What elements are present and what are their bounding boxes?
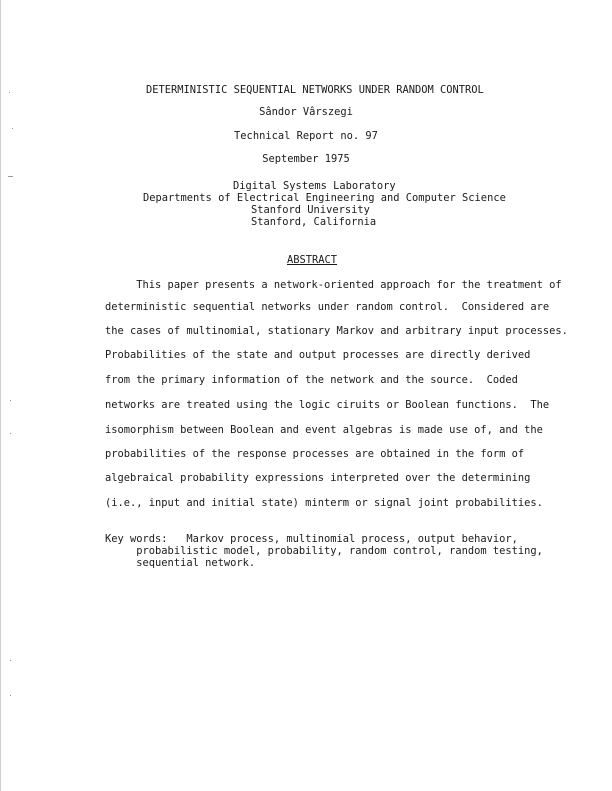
- report-number: Technical Report no. 97: [234, 130, 378, 142]
- departments: Departments of Electrical Engineering and Computer Science: [143, 192, 506, 204]
- abstract-heading: ABSTRACT: [287, 254, 338, 266]
- abstract-line: probabilities of the response processes are obtained in the form of: [105, 448, 525, 460]
- abstract-line: the cases of multinomial, stationary Markov and arbitrary input processes.: [105, 325, 568, 337]
- scan-speck: [10, 695, 11, 696]
- scan-speck: [12, 128, 13, 129]
- scan-speck: [10, 433, 11, 434]
- scan-edge: [0, 0, 1, 791]
- scan-speck: [10, 660, 11, 661]
- scan-speck: [8, 176, 13, 177]
- abstract-line: deterministic sequential networks under random control. Considered are: [105, 301, 550, 313]
- report-date: September 1975: [262, 153, 350, 165]
- location: Stanford, California: [251, 216, 377, 228]
- abstract-line: This paper presents a network-oriented approach for the treatment of: [105, 279, 562, 291]
- abstract-line: (i.e., input and initial state) minterm or signal joint probabilities.: [105, 497, 543, 509]
- author: Sândor Vârszegi: [259, 106, 353, 118]
- abstract-line: Probabilities of the state and output processes are directly derived: [105, 349, 531, 361]
- abstract-line: isomorphism between Boolean and event algebras is made use of, and the: [105, 424, 543, 436]
- keywords-line: Key words: Markov process, multinomial process, output behavior,: [105, 533, 518, 545]
- abstract-line: from the primary information of the network and the source. Coded: [105, 374, 518, 386]
- abstract-line: networks are treated using the logic ciruits or Boolean functions. The: [105, 399, 550, 411]
- abstract-line: algebraical probability expressions interpreted over the determining: [105, 472, 531, 484]
- university: Stanford University: [251, 204, 370, 216]
- lab-name: Digital Systems Laboratory: [233, 180, 396, 192]
- report-title: DETERMINISTIC SEQUENTIAL NETWORKS UNDER RANDOM CONTROL: [146, 84, 484, 96]
- keywords-line: sequential network.: [105, 557, 256, 569]
- scan-speck: [10, 400, 11, 401]
- keywords-line: probabilistic model, probability, random control, random testing,: [105, 545, 543, 557]
- scan-speck: [9, 92, 10, 93]
